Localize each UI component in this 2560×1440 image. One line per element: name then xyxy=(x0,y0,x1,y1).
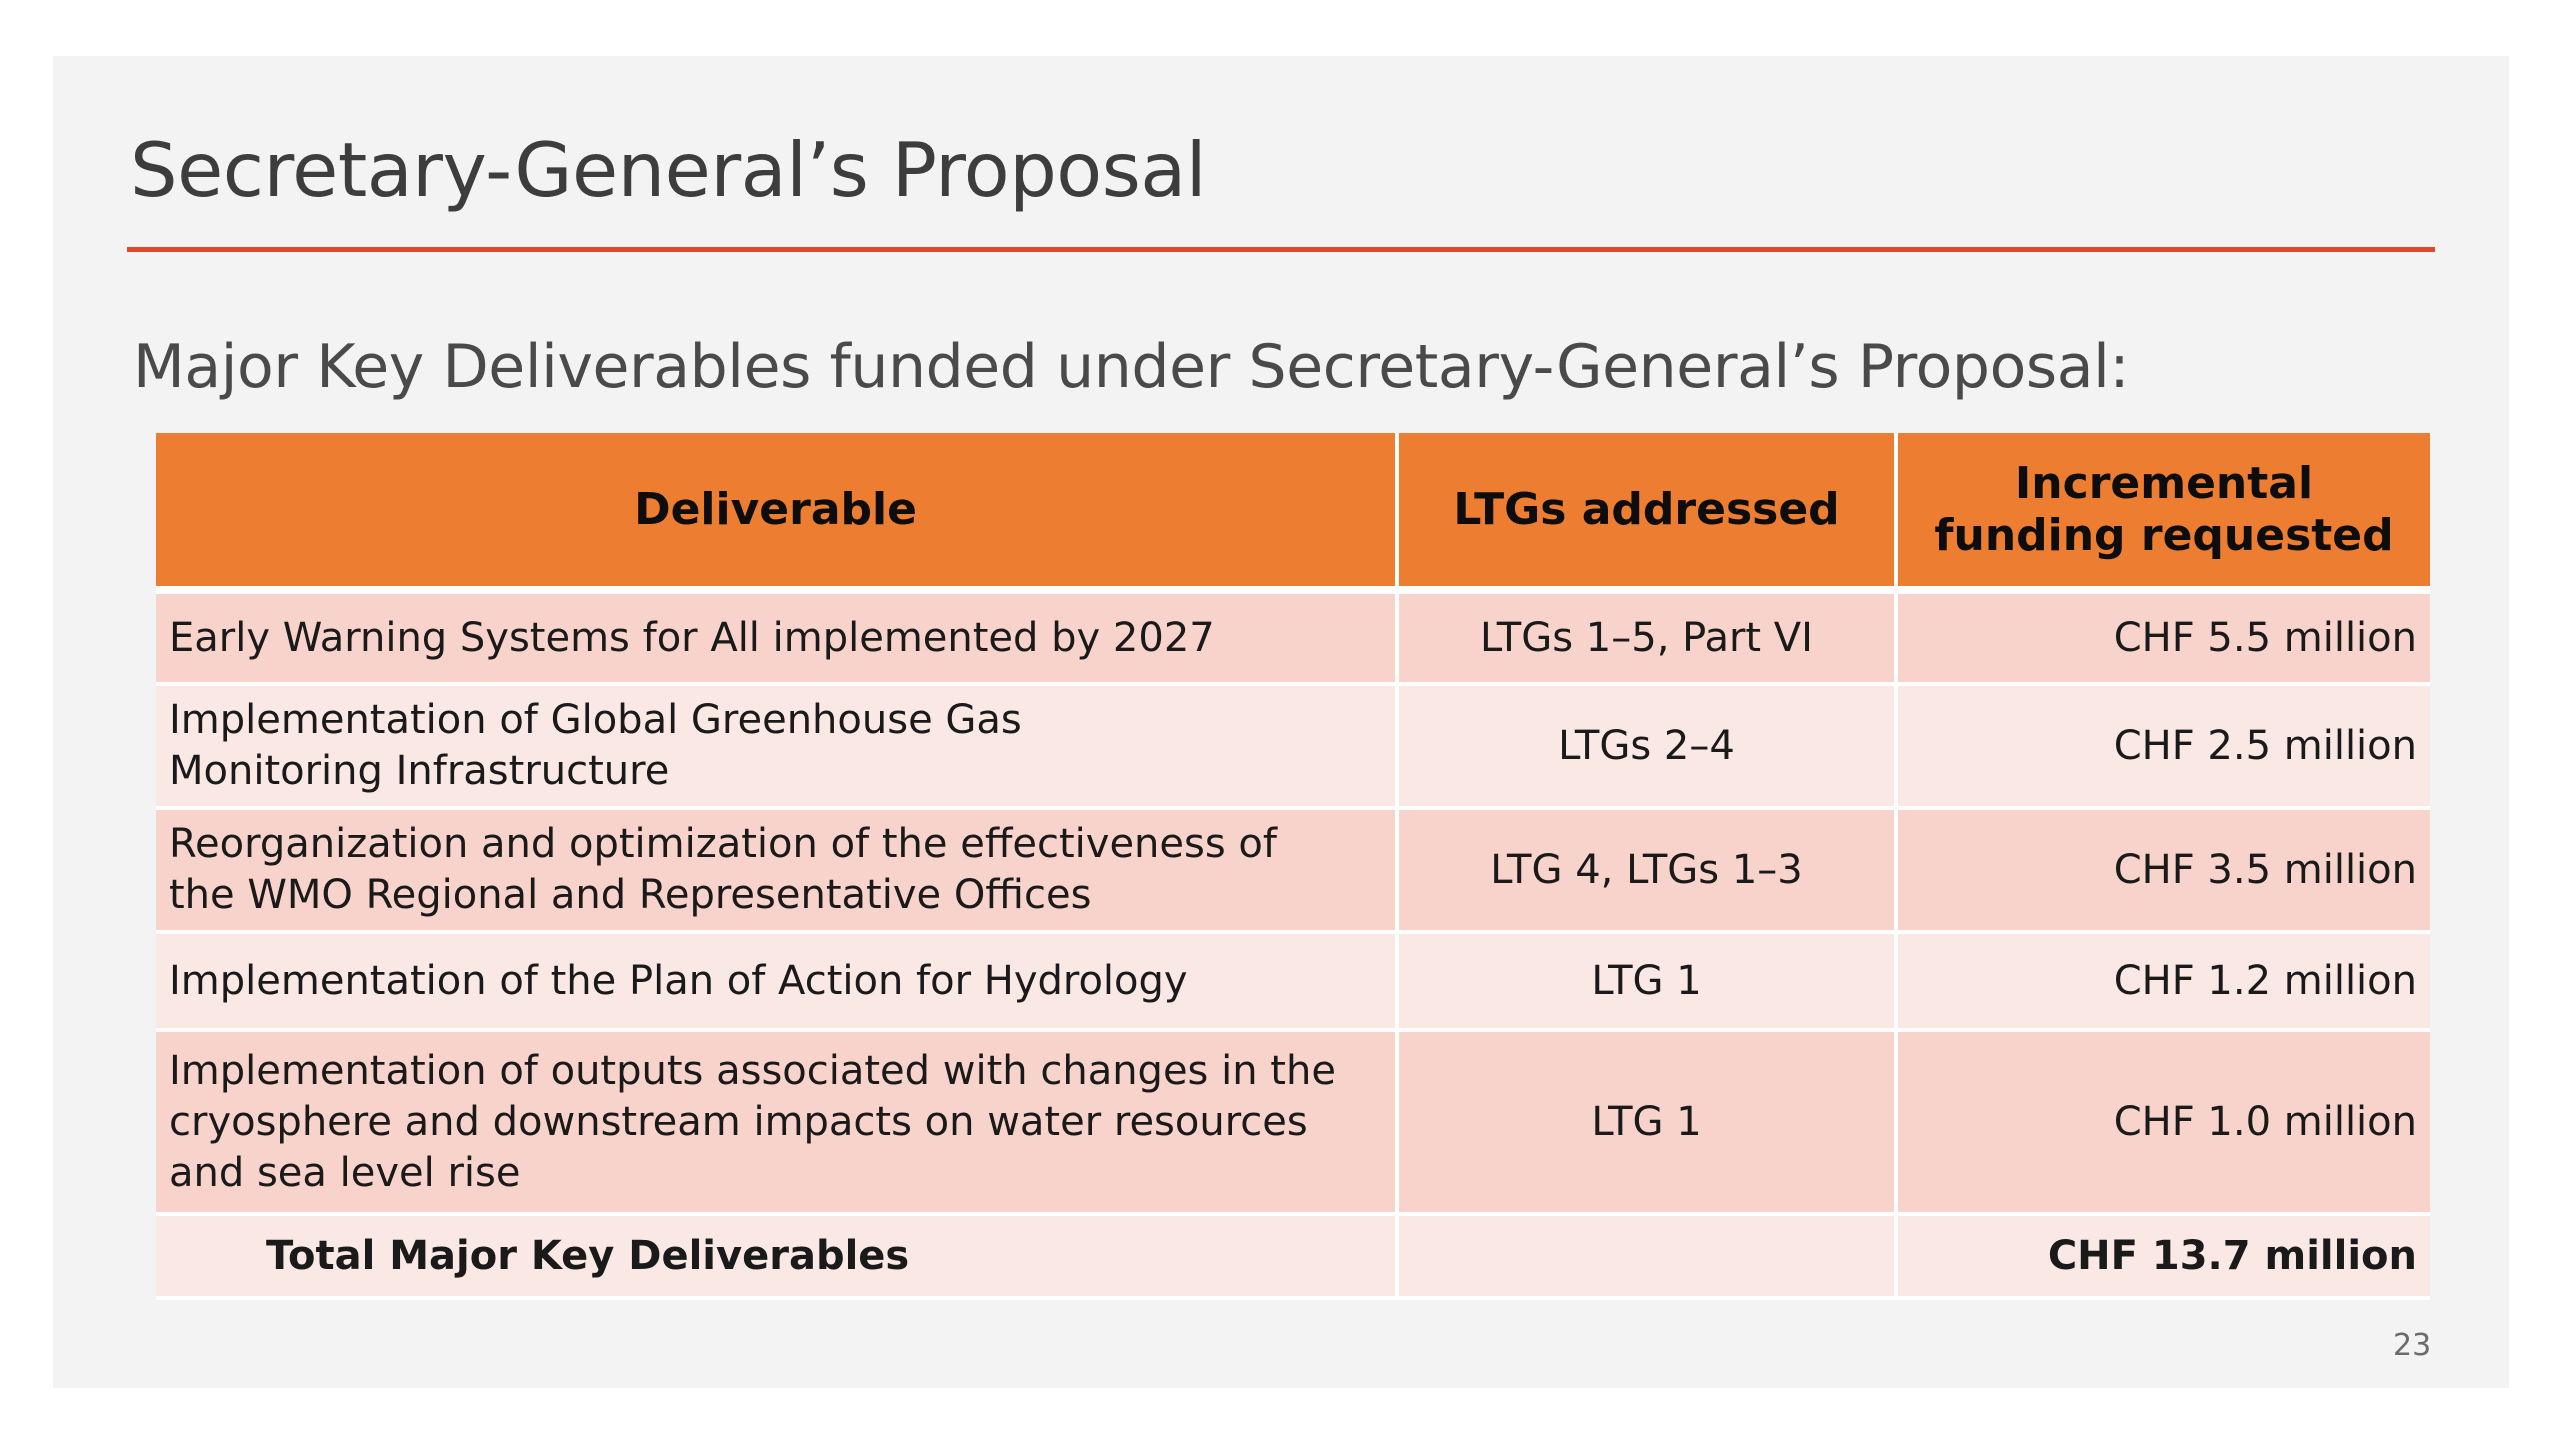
funding-cell: CHF 1.2 million xyxy=(1896,932,2430,1030)
table-row xyxy=(156,590,2430,684)
funding-cell: CHF 2.5 million xyxy=(1896,684,2430,808)
ltgs-cell: LTGs 2–4 xyxy=(1397,684,1896,808)
header-deliverable: Deliverable xyxy=(156,433,1397,590)
deliverable-cell: Early Warning Systems for All implemented by 2027 xyxy=(156,590,1397,684)
total-row xyxy=(156,1214,2430,1298)
title-underline xyxy=(127,247,2435,252)
header-ltgs-addressed: LTGs addressed xyxy=(1397,433,1896,590)
table-row xyxy=(156,684,2430,808)
slide xyxy=(53,56,2509,1388)
deliverable-cell: Implementation of outputs associated with changes in the cryosphere and downstream impacts on water resources and sea level rise xyxy=(156,1030,1397,1214)
ltgs-cell: LTG 1 xyxy=(1397,1030,1896,1214)
deliverable-cell: Implementation of the Plan of Action for Hydrology xyxy=(156,932,1397,1030)
ltgs-cell: LTG 1 xyxy=(1397,932,1896,1030)
deliverables-table xyxy=(156,433,2430,1300)
header-incremental-funding: Incremental funding requested xyxy=(1896,433,2430,590)
page-number: 23 xyxy=(2393,1328,2432,1363)
total-funding: CHF 13.7 million xyxy=(1896,1214,2430,1298)
ltgs-cell: LTGs 1–5, Part VI xyxy=(1397,590,1896,684)
total-ltgs-cell xyxy=(1397,1214,1896,1298)
funding-cell: CHF 1.0 million xyxy=(1896,1030,2430,1214)
table-header-row xyxy=(156,433,2430,590)
table-row xyxy=(156,932,2430,1030)
slide-subtitle: Major Key Deliverables funded under Secretary-General’s Proposal: xyxy=(133,332,2130,402)
slide-title: Secretary-General’s Proposal xyxy=(130,126,1207,214)
total-label: Total Major Key Deliverables xyxy=(156,1214,1397,1298)
deliverable-cell: Reorganization and optimization of the effectiveness of the WMO Regional and Representative Offices xyxy=(156,808,1397,932)
funding-cell: CHF 5.5 million xyxy=(1896,590,2430,684)
funding-cell: CHF 3.5 million xyxy=(1896,808,2430,932)
table-row xyxy=(156,808,2430,932)
table-row xyxy=(156,1030,2430,1214)
deliverable-cell: Implementation of Global Greenhouse Gas Monitoring Infrastructure xyxy=(156,684,1397,808)
ltgs-cell: LTG 4, LTGs 1–3 xyxy=(1397,808,1896,932)
